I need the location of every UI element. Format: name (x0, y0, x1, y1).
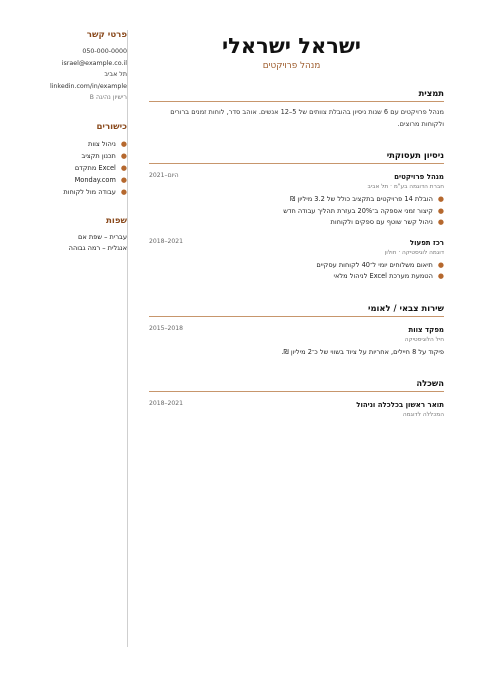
entry-title: רכז תפעול (409, 238, 444, 247)
education-heading: השכלה (416, 378, 444, 388)
entry-org: חיל הלוגיסטיקה (404, 336, 444, 343)
language-item: אנגלית – רמה גבוהה (68, 244, 127, 252)
skills-list (43, 138, 127, 198)
experience-heading: ניסיון תעסוקתי (386, 150, 444, 160)
languages-heading: שפות (106, 215, 127, 226)
section-rule (149, 316, 444, 317)
skill-item: ●Excel מתקדם (74, 163, 127, 172)
list-item: ●ניהול קשר שוטף עם ספקים ולקוחות (330, 218, 444, 226)
sidebar (43, 30, 127, 255)
entry-org: חברת הדוגמה בע"מ · תל אביב (367, 184, 444, 190)
bullet-icon: ● (437, 206, 444, 215)
entry-dates: 2018–2021 (149, 237, 184, 245)
person-name: ישראל ישראלי (222, 34, 361, 58)
skill-item: ●תכנון תקציב (81, 151, 127, 160)
license-text: רישיון נהיגה B (89, 94, 127, 101)
language-item: עברית – שפת אם (78, 232, 127, 241)
bullet-icon: ● (120, 139, 127, 148)
bullet-icon: ● (437, 260, 444, 269)
entry-dates: 2021–היום (149, 172, 179, 179)
entry-bullets (149, 260, 444, 283)
job-title-header: מנהל פרויקטים (262, 61, 321, 71)
skill-item: ●עבודה מול לקוחות (63, 187, 127, 196)
phone-text: 050-000-0000 (82, 48, 127, 55)
military-heading: שירות צבאי / לאומי (368, 302, 444, 313)
main-content (149, 34, 444, 420)
section-rule (149, 391, 444, 392)
bullet-icon: ● (120, 187, 127, 196)
summary-text: מנהל פרויקטים עם 6 שנות ניסיון בהובלת צוותים של 5–12 אנשים. אוהב סדר, לוחות זמנים ברורים ולקוחות מרוצים. (170, 108, 444, 128)
education-entry (149, 400, 444, 420)
entry-title: תואר ראשון בכלכלה וניהול (356, 401, 444, 409)
entry-dates: 2015–2018 (149, 324, 184, 332)
linkedin-link[interactable]: linkedin.com/in/example (49, 82, 127, 90)
list-item: ●תיאום משלוחים יומי ל־40 לקוחות עסקיים (316, 260, 444, 269)
bullet-icon: ● (437, 218, 444, 226)
email-link[interactable]: israel@example.co.il (61, 59, 127, 67)
list-item: ●הטמעת מערכת Excel לניהול מלאי (333, 272, 444, 280)
summary-heading: תמצית (418, 88, 444, 98)
section-rule (149, 101, 444, 102)
bullet-icon: ● (120, 175, 127, 184)
entry-org: המכללה לדוגמה (402, 412, 444, 418)
skill-item: ●Monday.com (74, 175, 127, 184)
entry-dates: 2018–2021 (149, 400, 184, 407)
skill-item: ●ניהול צוות (87, 139, 127, 148)
column-divider (127, 30, 128, 647)
entry-bullets (149, 194, 444, 229)
military-entry (149, 325, 444, 359)
city-text: תל אביב (104, 71, 127, 78)
entry-org: דוגמה לוגיסטיקה · חולון (384, 249, 444, 256)
skills-heading: כישורים (96, 121, 127, 132)
entry-description: פיקוד על 8 חיילים, אחריות על ציוד בשווי של כ־2 מיליון ₪. (281, 347, 444, 356)
list-item: ●הובלת 14 פרויקטים בתקציב כולל של 3.2 מיליון ₪ (290, 195, 444, 203)
bullet-icon: ● (437, 195, 444, 203)
bullet-icon: ● (120, 163, 127, 172)
experience-entry (149, 172, 444, 229)
bullet-icon: ● (437, 272, 444, 280)
list-item: ●קיצור זמני אספקה ב־20% בעזרת תהליך עבודה חדש (283, 206, 444, 215)
section-rule (149, 163, 444, 164)
contact-heading: פרטי קשר (86, 30, 127, 40)
experience-entry (149, 238, 444, 283)
entry-title: מנהל פרויקטים (394, 173, 444, 181)
entry-title: מפקד צוות (408, 325, 444, 334)
bullet-icon: ● (120, 151, 127, 160)
